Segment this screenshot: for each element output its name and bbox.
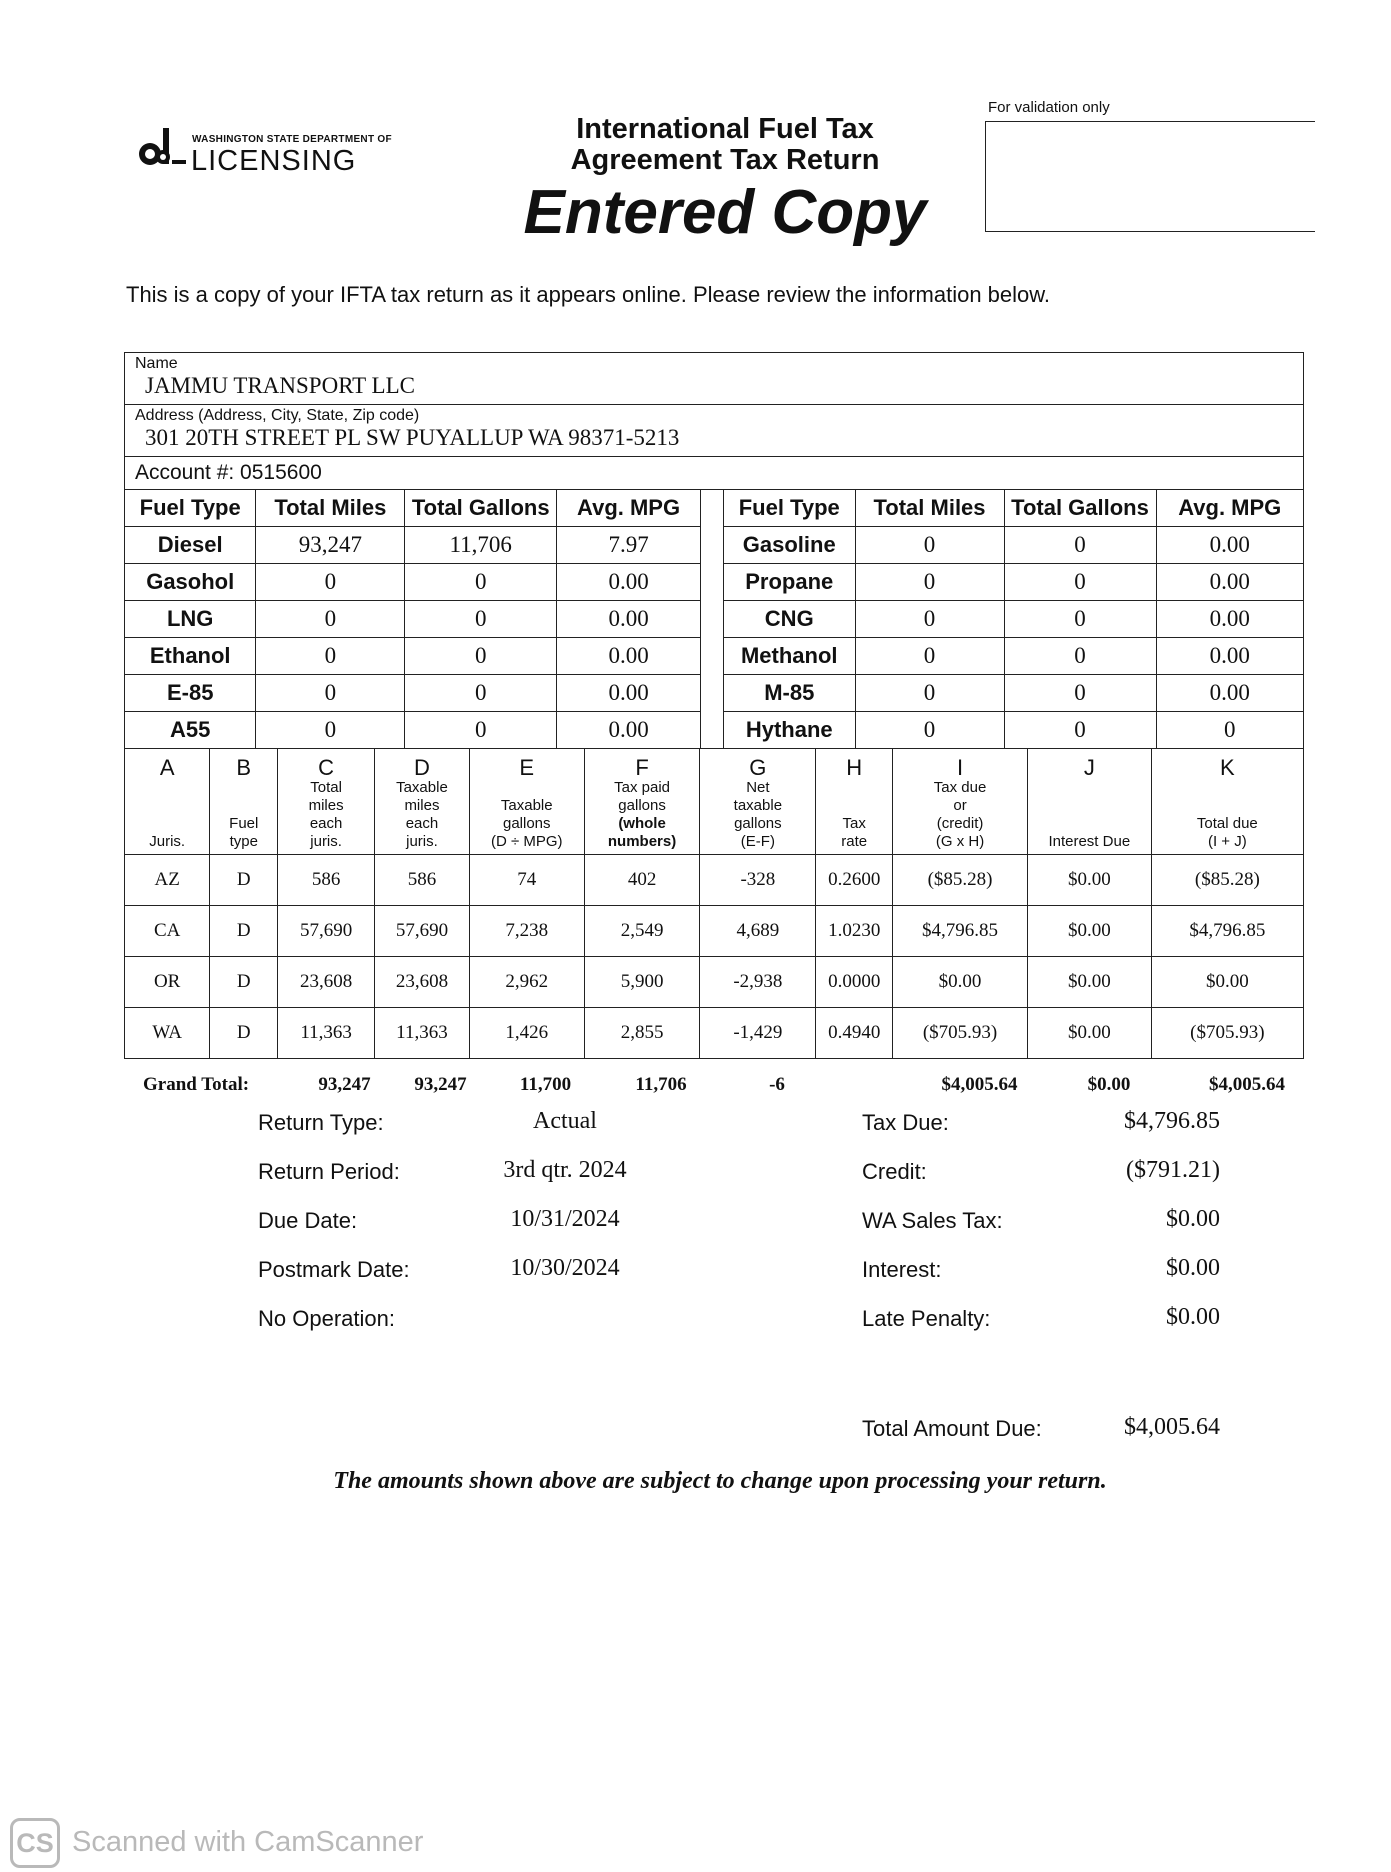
fuel-total-miles: 0 xyxy=(855,638,1004,675)
column-spacer xyxy=(470,779,584,797)
column-description: Taxable xyxy=(500,797,553,814)
camscanner-logo-icon: CS xyxy=(10,1818,60,1868)
jurisdiction-cell: $4,796.85 xyxy=(893,906,1028,957)
fuel-header-cell: Total Miles xyxy=(855,490,1004,527)
jurisdiction-cell: WA xyxy=(125,1008,210,1059)
fuel-row xyxy=(125,712,701,749)
column-description: Tax paid xyxy=(614,779,670,796)
fuel-avg-mpg: 0.00 xyxy=(557,712,701,749)
grand-total-tax-paid-gallons: 11,706 xyxy=(635,1074,687,1095)
column-description: Total xyxy=(310,779,342,796)
fuel-avg-mpg: 7.97 xyxy=(557,527,701,564)
column-spacer xyxy=(1028,797,1151,815)
fuel-total-miles: 0 xyxy=(256,638,405,675)
grand-total-tax-due: $4,005.64 xyxy=(941,1074,1018,1095)
column-description: each xyxy=(309,815,343,832)
fuel-avg-mpg: 0.00 xyxy=(557,564,701,601)
fuel-avg-mpg: 0.00 xyxy=(557,601,701,638)
jurisdiction-cell: $0.00 xyxy=(1027,906,1151,957)
summary-right-value: $0.00 xyxy=(1166,1206,1220,1232)
taxpayer-address: 301 20TH STREET PL SW PUYALLUP WA 98371-5213 xyxy=(145,425,680,450)
fuel-row xyxy=(724,638,1303,675)
fuel-header-cell: Avg. MPG xyxy=(1156,490,1303,527)
column-letter: J xyxy=(1083,755,1095,780)
juris-header-cell xyxy=(469,749,584,855)
account-section xyxy=(125,457,1303,490)
total-amount-label: Total Amount Due: xyxy=(862,1416,1042,1441)
fuel-type: Propane xyxy=(724,564,855,601)
column-description-bold: numbers) xyxy=(607,833,677,850)
fuel-type: Hythane xyxy=(724,712,855,749)
summary-right-value: $0.00 xyxy=(1166,1255,1220,1281)
column-description-bold: (whole xyxy=(618,815,666,832)
column-description: (D ÷ MPG) xyxy=(490,833,563,850)
juris-header-cell xyxy=(1151,749,1303,855)
column-description: juris. xyxy=(406,833,438,850)
summary-left-label: Postmark Date: xyxy=(258,1257,410,1282)
juris-header-cell xyxy=(816,749,893,855)
fuel-row xyxy=(724,564,1303,601)
column-spacer xyxy=(210,779,277,797)
column-spacer xyxy=(1028,815,1151,833)
fuel-total-gallons: 0 xyxy=(405,601,557,638)
jurisdiction-cell: 57,690 xyxy=(375,906,470,957)
camscanner-text: Scanned with CamScanner xyxy=(72,1826,424,1858)
juris-header-cell xyxy=(700,749,816,855)
jurisdiction-cell: 1.0230 xyxy=(816,906,893,957)
fuel-header-cell: Avg. MPG xyxy=(557,490,701,527)
column-spacer xyxy=(816,797,892,815)
jurisdiction-cell: 586 xyxy=(375,855,470,906)
column-description: Tax due xyxy=(933,779,987,796)
juris-header-cell xyxy=(278,749,375,855)
fuel-type: Gasoline xyxy=(724,527,855,564)
juris-header-cell xyxy=(375,749,470,855)
fuel-total-gallons: 0 xyxy=(405,675,557,712)
summary-right-label: Late Penalty: xyxy=(862,1306,991,1331)
jurisdiction-cell: D xyxy=(210,1008,278,1059)
column-description: (G x H) xyxy=(935,833,985,850)
column-description: Tax xyxy=(842,815,866,832)
fuel-avg-mpg: 0.00 xyxy=(1156,564,1303,601)
total-amount-value: $4,005.64 xyxy=(1124,1414,1220,1440)
juris-header-cell xyxy=(210,749,278,855)
grand-total-taxable-gallons: 11,700 xyxy=(519,1074,572,1095)
grand-total-total-due: $4,005.64 xyxy=(1209,1074,1285,1095)
jurisdiction-cell: 2,855 xyxy=(584,1008,700,1059)
column-description: miles xyxy=(308,797,344,814)
fuel-row xyxy=(125,601,701,638)
fuel-total-miles: 0 xyxy=(855,712,1004,749)
jurisdiction-cell: $0.00 xyxy=(1027,957,1151,1008)
summary-right-value: $4,796.85 xyxy=(1124,1108,1220,1134)
name-label: Name xyxy=(135,355,178,372)
jurisdiction-cell: D xyxy=(210,957,278,1008)
grand-total-net-taxable: -6 xyxy=(769,1074,785,1095)
column-description: taxable xyxy=(733,797,783,814)
fuel-row xyxy=(125,638,701,675)
column-letter: A xyxy=(159,755,175,780)
column-letter: C xyxy=(318,755,335,780)
column-description: gallons xyxy=(734,815,782,832)
fuel-row xyxy=(724,675,1303,712)
jurisdiction-cell: 11,363 xyxy=(375,1008,470,1059)
summary-left-label: No Operation: xyxy=(258,1306,395,1331)
column-spacer xyxy=(210,797,277,815)
column-letter: B xyxy=(236,755,252,780)
jurisdiction-cell: -2,938 xyxy=(700,957,816,1008)
form-title xyxy=(520,114,930,176)
column-description: gallons xyxy=(618,797,666,814)
fuel-header-cell: Total Miles xyxy=(256,490,405,527)
fuel-avg-mpg: 0.00 xyxy=(1156,601,1303,638)
fuel-total-gallons: 11,706 xyxy=(405,527,557,564)
jurisdiction-row xyxy=(125,906,1303,957)
column-description: (E-F) xyxy=(740,833,775,850)
fuel-row xyxy=(125,564,701,601)
jurisdiction-cell: AZ xyxy=(125,855,210,906)
fuel-summary xyxy=(125,490,1303,748)
jurisdiction-cell: 23,608 xyxy=(375,957,470,1008)
column-letter: K xyxy=(1220,755,1235,780)
fuel-header-row xyxy=(724,490,1303,527)
summary-left-label: Due Date: xyxy=(258,1208,358,1233)
jurisdiction-cell: -1,429 xyxy=(700,1008,816,1059)
column-description: or xyxy=(953,797,967,814)
jurisdiction-cell: $0.00 xyxy=(1027,855,1151,906)
summary-right-label: Credit: xyxy=(862,1159,927,1184)
fuel-total-gallons: 0 xyxy=(405,712,557,749)
column-description: Juris. xyxy=(149,833,186,850)
form-subtitle: Entered Copy xyxy=(523,178,927,247)
jurisdiction-cell: $0.00 xyxy=(1151,957,1303,1008)
fuel-total-gallons: 0 xyxy=(1004,712,1156,749)
jurisdiction-cell: 5,900 xyxy=(584,957,700,1008)
summary-left-label: Return Type: xyxy=(258,1110,384,1135)
logo-name: LICENSING xyxy=(191,145,357,177)
fuel-total-gallons: 0 xyxy=(1004,675,1156,712)
fuel-avg-mpg: 0.00 xyxy=(1156,638,1303,675)
fuel-avg-mpg: 0.00 xyxy=(557,638,701,675)
summary-left-value: 10/31/2024 xyxy=(510,1206,620,1232)
jurisdiction-cell: OR xyxy=(125,957,210,1008)
juris-header-cell xyxy=(584,749,700,855)
column-description: type xyxy=(229,833,258,850)
column-description: Total due xyxy=(1196,815,1258,832)
jurisdiction-cell: 402 xyxy=(584,855,700,906)
summary-left-value: Actual xyxy=(533,1108,597,1134)
address-section xyxy=(125,405,1303,457)
jurisdiction-cell: 0.0000 xyxy=(816,957,893,1008)
column-description: Net xyxy=(746,779,770,796)
column-description: each xyxy=(405,815,439,832)
intro-text: This is a copy of your IFTA tax return as it appears online. Please review the information below. xyxy=(126,282,1051,307)
account-number: Account #: 0515600 xyxy=(135,461,322,484)
jurisdiction-cell: D xyxy=(210,855,278,906)
summary-right-label: Interest: xyxy=(862,1257,942,1282)
jurisdiction-cell: 23,608 xyxy=(278,957,375,1008)
fuel-total-gallons: 0 xyxy=(1004,638,1156,675)
juris-header-cell xyxy=(125,749,210,855)
column-description: Fuel xyxy=(229,815,259,832)
fuel-header-cell: Total Gallons xyxy=(405,490,557,527)
name-section xyxy=(125,353,1303,405)
dol-logo-icon xyxy=(136,126,188,172)
title-line-2: Agreement Tax Return xyxy=(570,144,880,176)
column-spacer xyxy=(816,779,892,797)
jurisdiction-cell: 1,426 xyxy=(469,1008,584,1059)
fuel-total-miles: 0 xyxy=(256,675,405,712)
fuel-total-miles: 93,247 xyxy=(256,527,405,564)
grand-total-label: Grand Total: xyxy=(143,1074,250,1095)
footer-note: The amounts shown above are subject to change upon processing your return. xyxy=(333,1468,1107,1494)
summary-right-label: Tax Due: xyxy=(862,1110,949,1135)
fuel-avg-mpg: 0 xyxy=(1224,717,1236,742)
fuel-total-miles: 0 xyxy=(855,527,1004,564)
grand-total-taxable-miles: 93,247 xyxy=(414,1074,467,1095)
fuel-total-gallons: 0 xyxy=(1004,527,1156,564)
summary-right-label: WA Sales Tax: xyxy=(862,1208,1003,1233)
jurisdiction-cell: 11,363 xyxy=(278,1008,375,1059)
fuel-header-row xyxy=(125,490,701,527)
juris-header-cell xyxy=(1027,749,1151,855)
jurisdiction-cell: 2,549 xyxy=(584,906,700,957)
jurisdiction-cell: $0.00 xyxy=(1027,1008,1151,1059)
summary-left-value: 10/30/2024 xyxy=(510,1255,620,1281)
fuel-row xyxy=(125,527,701,564)
fuel-type: Diesel xyxy=(125,527,256,564)
column-description: (credit) xyxy=(936,815,984,832)
fuel-total-miles: 0 xyxy=(855,601,1004,638)
jurisdiction-row xyxy=(125,957,1303,1008)
summary-left-label: Return Period: xyxy=(258,1159,400,1184)
jurisdiction-cell: ($705.93) xyxy=(1151,1008,1303,1059)
fuel-avg-mpg: 0.00 xyxy=(557,675,701,712)
jurisdiction-cell: $0.00 xyxy=(893,957,1028,1008)
column-spacer xyxy=(125,815,209,833)
jurisdiction-cell: -328 xyxy=(700,855,816,906)
fuel-type: Ethanol xyxy=(125,638,256,675)
jurisdiction-cell: CA xyxy=(125,906,210,957)
column-description: juris. xyxy=(310,833,342,850)
fuel-type: Methanol xyxy=(724,638,855,675)
fuel-row xyxy=(724,712,1303,749)
column-description: Taxable xyxy=(396,779,448,796)
fuel-total-miles: 0 xyxy=(855,564,1004,601)
column-spacer xyxy=(125,797,209,815)
validation-box xyxy=(985,121,1315,232)
jurisdiction-cell: D xyxy=(210,906,278,957)
column-letter: I xyxy=(956,755,964,780)
column-spacer xyxy=(125,779,209,797)
column-letter: D xyxy=(414,755,430,780)
jurisdiction-row xyxy=(125,1008,1303,1059)
fuel-total-miles: 0 xyxy=(256,712,405,749)
column-spacer xyxy=(1152,797,1303,815)
column-description: rate xyxy=(841,833,868,850)
jurisdiction-cell: $4,796.85 xyxy=(1151,906,1303,957)
column-letter: H xyxy=(846,755,863,780)
juris-header-cell xyxy=(893,749,1028,855)
jurisdiction-cell: 0.4940 xyxy=(816,1008,893,1059)
grand-total-total-miles: 93,247 xyxy=(318,1074,371,1095)
fuel-table-left xyxy=(125,490,701,748)
fuel-table-gap xyxy=(701,490,724,748)
taxpayer-name: JAMMU TRANSPORT LLC xyxy=(145,373,415,398)
column-letter: G xyxy=(749,755,767,780)
summary-right-value: ($791.21) xyxy=(1126,1157,1220,1183)
jurisdiction-cell: 0.2600 xyxy=(816,855,893,906)
jurisdiction-row xyxy=(125,855,1303,906)
fuel-total-gallons: 0 xyxy=(405,564,557,601)
jurisdiction-cell: ($85.28) xyxy=(893,855,1028,906)
column-spacer xyxy=(1152,779,1303,797)
fuel-row xyxy=(125,675,701,712)
fuel-total-gallons: 0 xyxy=(405,638,557,675)
fuel-table-right xyxy=(724,490,1303,748)
dol-logo xyxy=(136,126,392,177)
logo-department: WASHINGTON STATE DEPARTMENT OF xyxy=(192,134,392,145)
fuel-header-cell: Total Gallons xyxy=(1004,490,1156,527)
summary-right-value: $0.00 xyxy=(1166,1304,1220,1330)
fuel-total-miles: 0 xyxy=(256,564,405,601)
column-description: Interest Due xyxy=(1048,833,1131,850)
fuel-type: Gasohol xyxy=(125,564,256,601)
return-form xyxy=(124,352,1304,1059)
fuel-type: CNG xyxy=(724,601,855,638)
fuel-avg-mpg: 0.00 xyxy=(1156,527,1303,564)
jurisdiction-cell: 74 xyxy=(469,855,584,906)
jurisdiction-cell: ($85.28) xyxy=(1151,855,1303,906)
jurisdiction-cell: 586 xyxy=(278,855,375,906)
fuel-header-cell: Fuel Type xyxy=(724,490,855,527)
column-description: gallons xyxy=(502,815,551,832)
jurisdiction-cell: 4,689 xyxy=(700,906,816,957)
column-spacer xyxy=(1028,779,1151,797)
column-letter: E xyxy=(519,755,535,780)
fuel-type: A55 xyxy=(125,712,256,749)
fuel-header-cell: Fuel Type xyxy=(125,490,256,527)
jurisdiction-cell: ($705.93) xyxy=(893,1008,1028,1059)
fuel-type: E-85 xyxy=(125,675,256,712)
fuel-total-gallons: 0 xyxy=(1004,601,1156,638)
fuel-total-gallons: 0 xyxy=(1004,564,1156,601)
jurisdiction-table xyxy=(125,748,1303,1058)
jurisdiction-cell: 2,962 xyxy=(469,957,584,1008)
jurisdiction-cell: 7,238 xyxy=(469,906,584,957)
fuel-type: LNG xyxy=(125,601,256,638)
address-label: Address (Address, City, State, Zip code) xyxy=(135,407,420,424)
grand-total-interest: $0.00 xyxy=(1087,1074,1131,1095)
column-description: miles xyxy=(404,797,440,814)
jurisdiction-cell: 57,690 xyxy=(278,906,375,957)
fuel-total-miles: 0 xyxy=(256,601,405,638)
title-line-1: International Fuel Tax xyxy=(576,113,874,145)
fuel-avg-mpg: 0.00 xyxy=(1156,675,1303,712)
column-description: (I + J) xyxy=(1207,833,1247,850)
column-letter: F xyxy=(635,755,649,780)
validation-label: For validation only xyxy=(988,99,1110,116)
fuel-type: M-85 xyxy=(724,675,855,712)
fuel-row xyxy=(724,601,1303,638)
fuel-row xyxy=(724,527,1303,564)
summary-left-value: 3rd qtr. 2024 xyxy=(503,1157,627,1183)
fuel-total-miles: 0 xyxy=(855,675,1004,712)
